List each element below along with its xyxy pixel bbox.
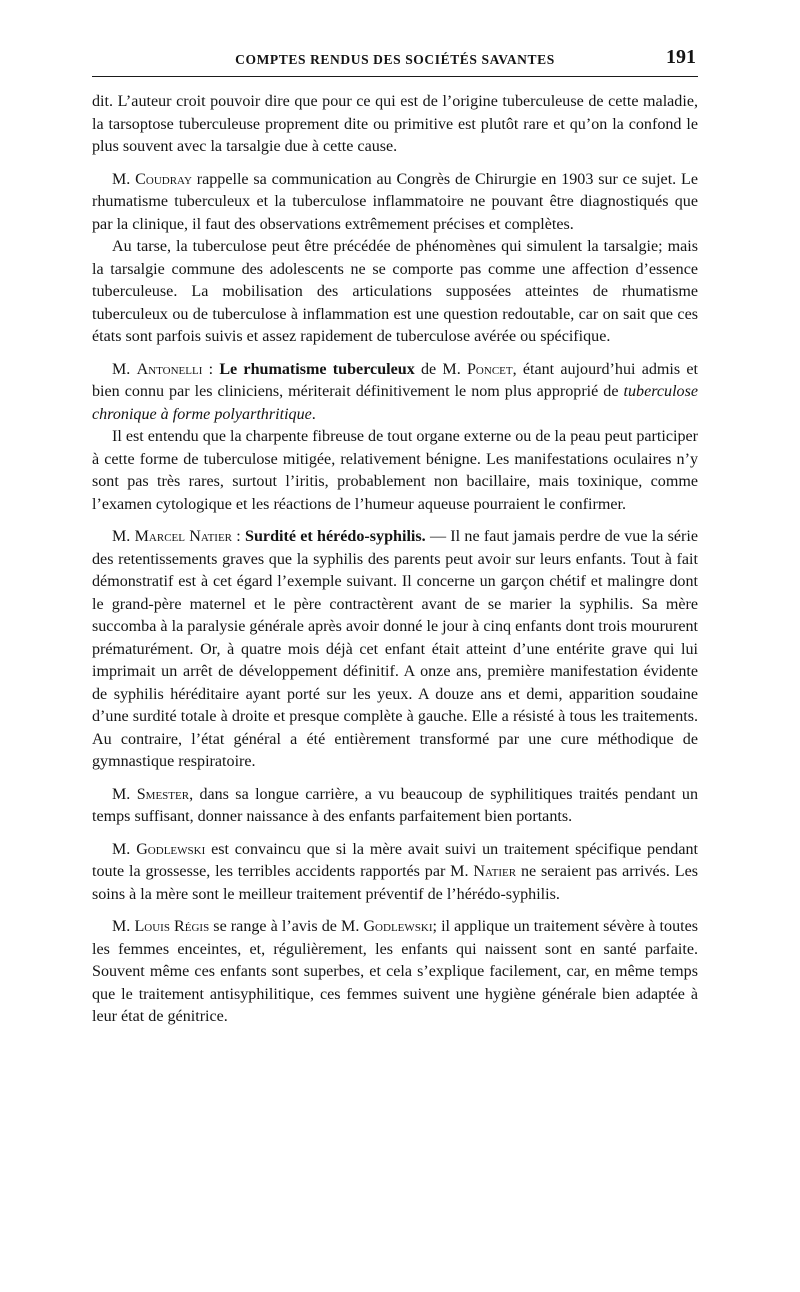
paragraph-8-text: est convaincu que si la mère avait suivi un traitement spécifique pendant toute la grossesse, les terribles accidents rapportés par M. <box>92 840 698 880</box>
paragraph-3-text: Au tarse, la tuberculose peut être précédée de phénomènes qui simulent la tarsalgie; mais la tarsalgie commune des adolescents ne se comporte pas comme une affection d’essence tuberculeuse. La mobilisation des articulations supposées atteintes de rhumatisme tuberculeux ou de tuberculose à inflammation est une question redoutable, car on sait que ces états sont parfois suivis et assez rapidement de tuberculose avérée ou spécifique. <box>92 238 698 345</box>
speaker-prefix: M. <box>112 360 131 378</box>
paragraph-5-text: Il est entendu que la charpente fibreuse de tout organe externe ou de la peau peut participer à cette forme de tuberculose mitigée, relativement bénigne. Les manifestations oculaires n’y sont pas très rares, surtout l’iritis, probablement non bacillaire, mais toxinique, comme l’examen cytologique et les réactions de l’humeur aqueuse pourraient le confirmer. <box>92 428 698 513</box>
speaker-name: Marcel Natier <box>134 528 233 545</box>
paragraph-2 <box>92 169 698 237</box>
paragraph-1 <box>92 91 698 159</box>
journal-page <box>92 40 698 1029</box>
running-title: COMPTES RENDUS DES SOCIÉTÉS SAVANTES <box>235 52 555 67</box>
speaker-prefix: M. <box>112 785 131 803</box>
paragraph-4-end: . <box>311 405 316 423</box>
italic-term: tuberculose chronique à forme polyarthritique <box>92 383 698 423</box>
speaker-prefix: M. <box>112 918 131 935</box>
speaker-name: Godlewski <box>136 840 206 858</box>
paragraph-4-mid: de M. <box>414 360 467 378</box>
paragraph-4 <box>92 359 698 427</box>
person-name: Natier <box>473 863 517 880</box>
speaker-name: Antonelli <box>136 360 203 378</box>
person-name: Godlewski <box>363 918 433 935</box>
paragraph-9-text: ; il applique un traitement sévère à toutes les femmes enceintes, et, régulièrement, les enfants qui naissent sont en santé parfaite. Souvent même ces enfants sont superbes, et cela s’explique facilement, car, en même temps que le traitement antisyphilitique, ces femmes suivent une hygiène générale bien adaptée à leur état de génitrice. <box>92 918 698 1025</box>
paragraph-9 <box>92 916 698 1029</box>
speaker-prefix: M. <box>112 840 131 858</box>
speaker-name: Coudray <box>135 170 192 188</box>
communication-title: Surdité et hérédo-syphilis. <box>245 528 426 545</box>
paragraph-9-mid: se range à l’avis de M. <box>209 918 364 935</box>
speaker-name: Louis Régis <box>134 918 210 935</box>
paragraph-8-end: ne seraient pas arrivés. Les soins à la mère sont le meilleur traitement préventif de l’hérédo-syphilis. <box>92 863 699 903</box>
person-name: Poncet <box>466 360 513 378</box>
paragraph-6-text: — Il ne faut jamais perdre de vue la série des retentissements graves que la syphilis des parents peut avoir sur leurs enfants. Tout à fait démonstratif est à cet égard l’exemple suivant. Il concerne un garçon chétif et malingre dont le grand-père maternel et le père contractèrent avant de se marier la syphilis. Sa mère succomba à la paralysie générale après avoir donné le jour à cinq enfants dont trois moururent prématurément. Or, à quatre mois déjà cet enfant était atteint d’une entérite grave qui lui imprimait un arrêt de développement définitif. A onze ans, première manifestation évidente de syphilis héréditaire ayant porté sur les yeux. A douze ans et demi, apparition soudaine d’une surdité totale à droite et presque complète à gauche. Elle a résisté à tous les traitements. Au contraire, l’état général a été entièrement transformé par une cure méthodique de gymnastique respiratoire. <box>92 528 698 770</box>
paragraph-5 <box>92 426 698 516</box>
colon-separator: : <box>202 360 220 378</box>
paragraph-2-text: rappelle sa communication au Congrès de Chirurgie en 1903 sur ce sujet. Le rhumatisme tuberculeux et la tuberculose inflammatoire ne pouvant être diagnostiqués que par la clinique, il faut des observations extrêmement précises et complètes. <box>92 170 698 233</box>
article-body <box>92 77 698 1029</box>
paragraph-1-text: dit. L’auteur croit pouvoir dire que pour ce qui est de l’origine tuberculeuse de cette maladie, la tarsoptose tuberculeuse proprement dite ou primitive est plutôt rare et qu’on la confond le plus souvent avec la tarsalgie due à cette cause. <box>92 93 698 155</box>
paragraph-3 <box>92 236 698 349</box>
communication-title: Le rhumatisme tuberculeux <box>219 360 415 378</box>
page-header <box>92 40 698 77</box>
page-number: 191 <box>666 46 696 68</box>
paragraph-8 <box>92 839 698 907</box>
speaker-prefix: M. <box>112 170 131 188</box>
speaker-prefix: M. <box>112 528 131 545</box>
speaker-name: Smester <box>136 785 190 803</box>
colon-separator: : <box>232 528 246 545</box>
paragraph-7-text: , dans sa longue carrière, a vu beaucoup de syphilitiques traités pendant un temps suffisant, donner naissance à des enfants parfaitement bien portants. <box>92 785 699 825</box>
paragraph-4-text: , étant aujourd’hui admis et bien connu par les cliniciens, mériterait définitivement le nom plus approprié de <box>92 360 698 400</box>
paragraph-6 <box>92 526 698 774</box>
paragraph-7 <box>92 784 698 829</box>
